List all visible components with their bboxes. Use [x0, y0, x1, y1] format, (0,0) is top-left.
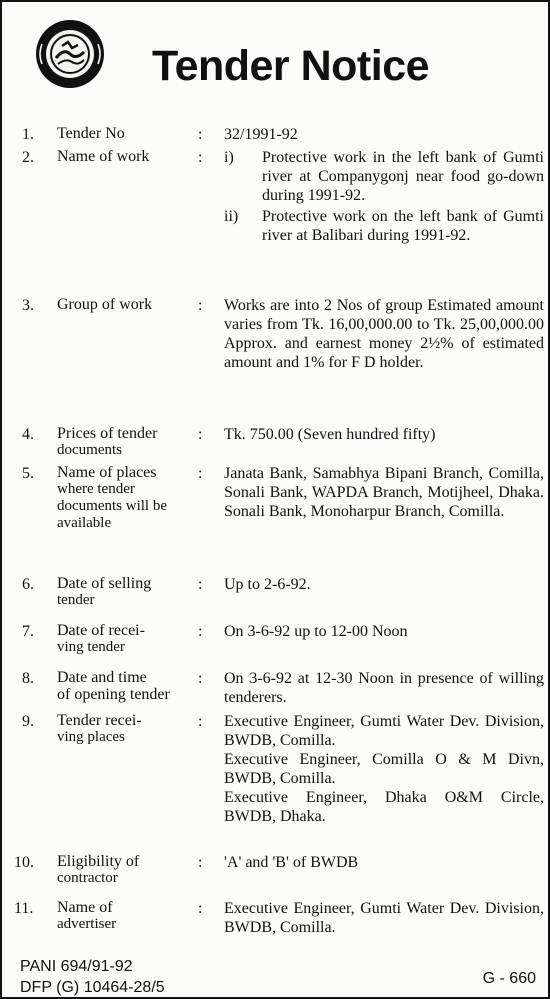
colon: :: [198, 713, 203, 730]
item-number: 11.: [14, 900, 34, 917]
colon: :: [198, 297, 203, 314]
item-number: 7.: [22, 623, 34, 640]
item-value: Executive Engineer, Gumti Water Dev. Division, BWDB, Comilla.: [224, 900, 544, 936]
footer-dfp-number: DFP (G) 10464-28/5: [20, 979, 165, 996]
footer-pani-number: PANI 694/91-92: [20, 958, 133, 975]
colon: :: [198, 426, 203, 443]
footer-code: G - 660: [482, 970, 536, 987]
colon: :: [198, 576, 203, 593]
item-value: Executive Engineer, Gumti Water Dev. Division, BWDB, Comilla. Executive Engineer, Comilla O & M Divn, BWDB, Comilla. Executive Engineer, Dhaka O&M Circle, BWDB, Dhaka.: [224, 713, 544, 825]
item-number: 4.: [22, 426, 34, 443]
item-label: Name of places where tender documents will be available: [57, 464, 167, 531]
item-label: Prices of tender documents: [57, 425, 158, 458]
item-number: 1.: [22, 126, 34, 143]
work-subitem-1: i) Protective work in the left bank of Gumti river at Companygonj near food go-down during 1991-92.: [224, 149, 544, 204]
footer-reference: [20, 956, 165, 998]
item-value: [224, 148, 544, 245]
item-label: Eligibility of contractor: [57, 853, 140, 886]
item-number: 6.: [22, 576, 34, 593]
item-label: Tender No: [57, 125, 125, 142]
item-label: Tender recei- ving places: [57, 712, 142, 745]
item-value: On 3-6-92 at 12-30 Noon in presence of willing tenderers.: [224, 670, 544, 706]
item-value: Works are into 2 Nos of group Estimated amount varies from Tk. 16,00,000.00 to Tk. 25,00,000.00 Approx. and earnest money 2½% of estimated amount and 1% for F D holder.: [224, 297, 544, 371]
header: [2, 2, 550, 122]
colon: :: [198, 900, 203, 917]
item-label: Date of recei- ving tender: [57, 622, 145, 655]
item-number: 5.: [22, 465, 34, 482]
colon: :: [198, 854, 203, 871]
page-title: Tender Notice: [152, 42, 430, 90]
item-number: 10.: [14, 854, 34, 871]
colon: :: [198, 149, 203, 166]
item-label: Name of work: [57, 148, 150, 165]
bwdb-emblem-icon: [34, 18, 106, 90]
item-value: Tk. 750.00 (Seven hundred fifty): [224, 426, 436, 443]
item-label: Name of advertiser: [57, 899, 117, 932]
item-value: On 3-6-92 up to 12-00 Noon: [224, 623, 408, 640]
item-number: 8.: [22, 670, 34, 687]
colon: :: [198, 623, 203, 640]
item-number: 3.: [22, 297, 34, 314]
item-value: Up to 2-6-92.: [224, 576, 311, 593]
item-label: Date and time of opening tender: [57, 669, 170, 703]
work-subitem-2: ii) Protective work on the left bank of Gumti river at Balibari during 1991-92.: [224, 208, 544, 244]
colon: :: [198, 465, 203, 482]
item-number: 9.: [22, 713, 34, 730]
colon: :: [198, 126, 203, 143]
item-label: Date of selling tender: [57, 575, 152, 608]
item-label: Group of work: [57, 296, 153, 313]
item-number: 2.: [22, 149, 34, 166]
colon: :: [198, 670, 203, 687]
item-value: 32/1991-92: [224, 126, 298, 143]
item-value: Janata Bank, Samabhya Bipani Branch, Comilla, Sonali Bank, WAPDA Branch, Motijheel, Dhaka. Sonali Bank, Monoharpur Branch, Comilla.: [224, 465, 544, 520]
item-value: 'A' and 'B' of BWDB: [224, 854, 359, 871]
